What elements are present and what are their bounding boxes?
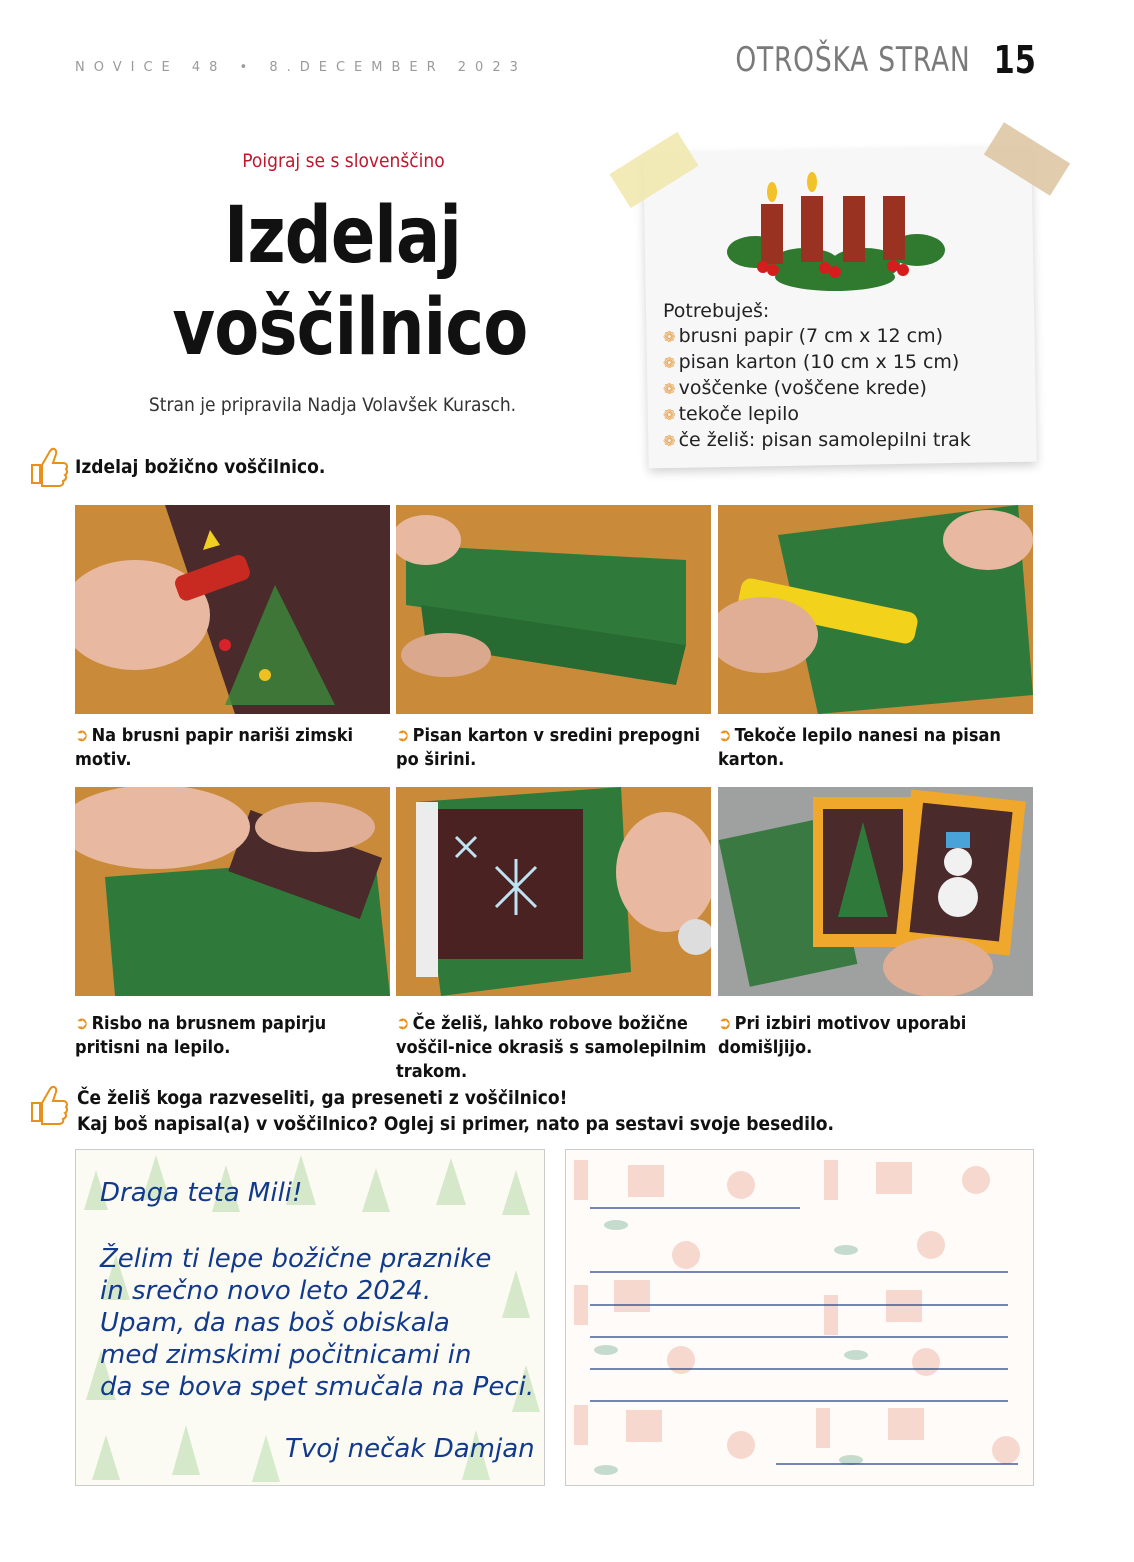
thumbs-up-icon	[28, 445, 68, 487]
flower-bullet-icon: ❁	[663, 406, 676, 424]
task2-line-2: Kaj boš napisal(a) v voščilnico? Oglej si primer, nato pa sestavi svoje besedilo.	[77, 1113, 835, 1135]
step4-photo	[75, 787, 390, 996]
step1-photo	[75, 505, 390, 714]
step3-photo	[718, 505, 1033, 714]
letter-signature: Tvoj nečak Damjan	[285, 1434, 535, 1464]
step2-caption: ➲ Pisan karton v sredini prepogni po širini.	[396, 725, 701, 770]
letter-line: med zimskimi počitnicami in	[100, 1340, 472, 1370]
article-kicker: Poigraj se s slovenščino	[242, 150, 445, 172]
step4-caption: ➲ Risbo na brusnem papirju pritisni na lepilo.	[75, 1013, 327, 1058]
flower-bullet-icon: ❁	[663, 380, 676, 398]
page-number: 15	[993, 38, 1036, 82]
materials-item: ❁ voščenke (voščene krede)	[663, 377, 927, 399]
flower-bullet-icon: ❁	[663, 432, 676, 450]
step2-photo	[396, 505, 711, 714]
thumbs-up-icon	[28, 1083, 68, 1125]
arrow-bullet-icon: ➲	[718, 725, 732, 746]
step5-photo	[396, 787, 711, 996]
masthead: NOVICE 48 • 8.DECEMBER 2023	[75, 60, 527, 75]
task2-line-1: Če želiš koga razveseliti, ga preseneti z voščilnico!	[77, 1087, 568, 1109]
letter-body	[100, 1243, 534, 1403]
title-line-2: voščilnico	[172, 283, 528, 373]
letter-line: in srečno novo leto 2024.	[100, 1276, 432, 1306]
flower-bullet-icon: ❁	[663, 328, 676, 346]
blank-card	[565, 1149, 1034, 1486]
materials-list	[663, 299, 971, 454]
materials-heading: Potrebuješ:	[663, 300, 770, 322]
flower-bullet-icon: ❁	[663, 354, 676, 372]
task1-heading: Izdelaj božično voščilnico.	[75, 456, 326, 478]
section-title: OTROŠKA STRAN	[735, 40, 971, 80]
advent-candles-illustration	[725, 172, 947, 297]
letter-greeting: Draga teta Mili!	[100, 1178, 303, 1208]
arrow-bullet-icon: ➲	[718, 1013, 732, 1034]
step6-caption: ➲ Pri izbiri motivov uporabi domišljijo.	[718, 1013, 967, 1058]
materials-item: ❁ pisan karton (10 cm x 15 cm)	[663, 351, 960, 373]
arrow-bullet-icon: ➲	[396, 725, 410, 746]
title-line-1: Izdelaj	[223, 191, 462, 281]
step5-caption: ➲ Če želiš, lahko robove božične voščil-nice okrasiš s samolepilnim trakom.	[396, 1013, 707, 1082]
gift-flower-pattern	[566, 1150, 1034, 1486]
materials-item: ❁ brusni papir (7 cm x 12 cm)	[663, 325, 944, 347]
letter-line: Želim ti lepe božične praznike	[100, 1244, 492, 1274]
step6-photo	[718, 787, 1033, 996]
arrow-bullet-icon: ➲	[396, 1013, 410, 1034]
byline: Stran je pripravila Nadja Volavšek Kurasch.	[148, 394, 517, 416]
arrow-bullet-icon: ➲	[75, 1013, 89, 1034]
article-title	[172, 190, 528, 374]
letter-line: Upam, da nas boš obiskala	[100, 1308, 450, 1338]
materials-item: ❁ če želiš: pisan samolepilni trak	[663, 429, 971, 451]
task2-instructions	[77, 1085, 834, 1137]
step1-caption: ➲ Na brusni papir nariši zimski motiv.	[75, 725, 354, 770]
arrow-bullet-icon: ➲	[75, 725, 89, 746]
letter-line: da se bova spet smučala na Peci.	[100, 1372, 535, 1402]
step3-caption: ➲ Tekoče lepilo nanesi na pisan karton.	[718, 725, 1001, 770]
materials-item: ❁ tekoče lepilo	[663, 403, 800, 425]
